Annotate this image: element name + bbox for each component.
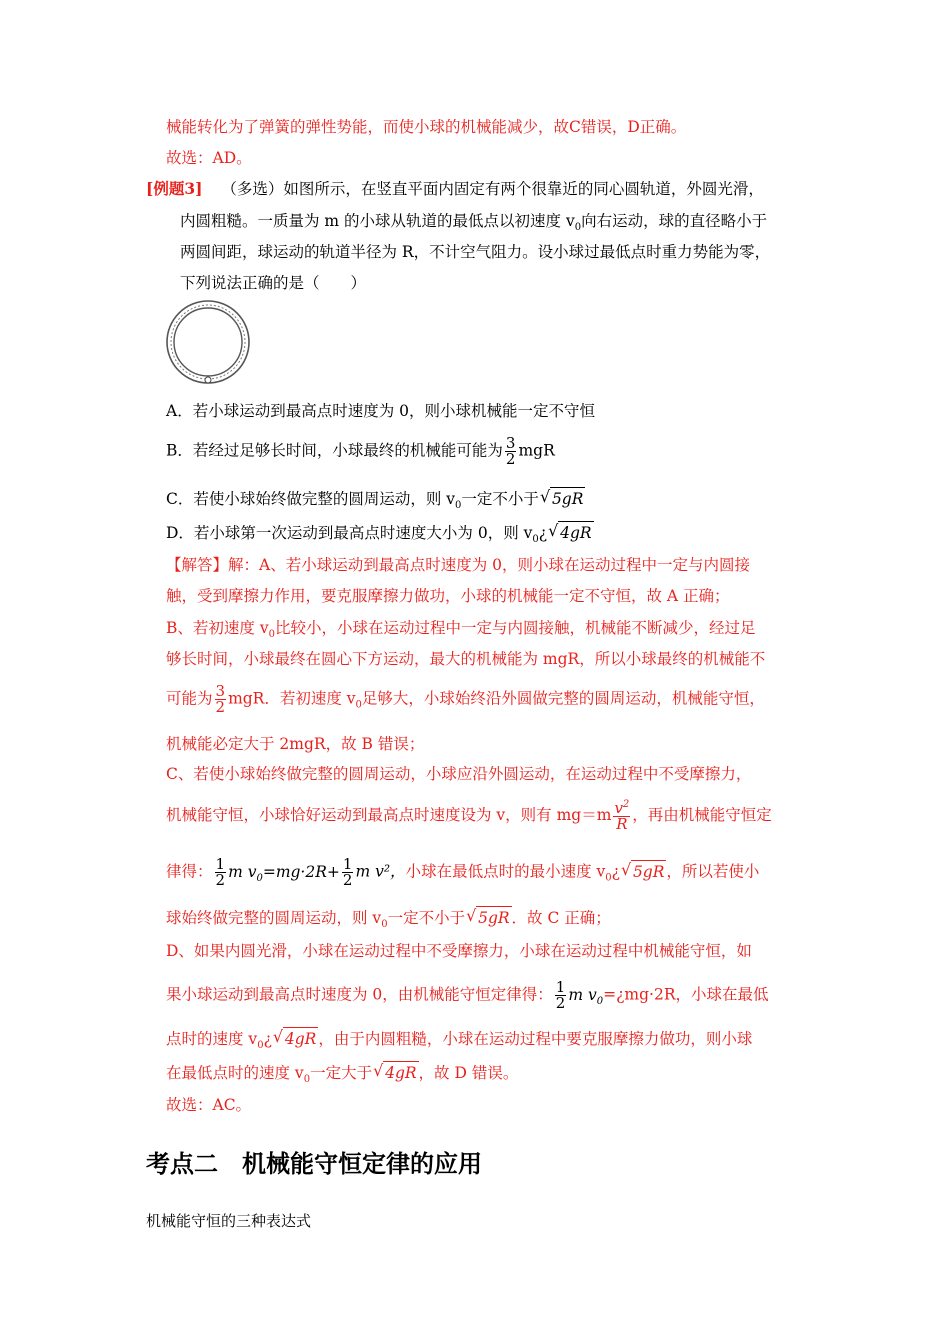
question-text: 内圆粗糙。一质量为 m 的小球从轨道的最低点以初速度 $v_0$向右运动，球的直径略小于 [180, 212, 768, 234]
fraction: $\frac{v^2}{R}$ [614, 799, 630, 833]
fraction: $\frac{3}{2}$ [215, 682, 226, 716]
solution-line: 果小球运动到最高点时速度为 0，由机械能守恒定律得： $\frac{1}{2}$ m $v_0=¿mg\cdot 2R$，小球在最低 [166, 978, 769, 1012]
solution-line: 可能为 $\frac{3}{2}$ mgR．若初速度 $v_0$足够大，小球始终沿外圆做完整的圆周运动，机械能守恒， [166, 682, 765, 716]
solution-line: 机械能守恒，小球恰好运动到最高点时速度设为 v，则有 mg＝m $\frac{v^2}{R}$ ，再由机械能守恒定 [166, 799, 772, 833]
question-text: 下列说法正确的是（ ） [180, 274, 367, 292]
text-line: 械能转化为了弹簧的弹性势能，而使小球的机械能减少，故C错误，D正确。 [166, 118, 687, 136]
question-text: 两圆间距，球运动的轨道半径为 R，不计空气阻力。设小球过最低点时重力势能为零， [180, 243, 771, 261]
solution-line: B、若初速度 $v_0$比较小，小球在运动过程中一定与内圆接触，机械能不断减少，经过足 [166, 619, 756, 641]
solution-line: D、如果内圆光滑，小球在运动过程中不受摩擦力，小球在运动过程中机械能守恒，如 [166, 942, 752, 960]
sqrt-expr: √ 5gR [467, 906, 511, 929]
sqrt-expr: √ 4gR [274, 1027, 318, 1050]
fraction: $\frac{3}{2}$ [505, 434, 516, 468]
option-b: B．若经过足够长时间，小球最终的机械能可能为 $\frac{3}{2}$ mgR [166, 434, 555, 468]
option-c: C．若使小球始终做完整的圆周运动，则 $v_0$一定不小于√ 5gR [166, 487, 585, 517]
text-line: 故选：AD。 [166, 149, 252, 167]
subheading: 机械能守恒的三种表达式 [146, 1212, 312, 1230]
fraction: $\frac{1}{2}$ [215, 855, 226, 889]
solution-line: 球始终做完整的圆周运动，则 $v_0$一定不小于√ 5gR ．故 C 正确； [166, 906, 611, 936]
option-d: D．若小球第一次运动到最高点时速度大小为 0，则 $v_0¿√$ 4gR [166, 521, 594, 551]
solution-line: 在最低点时的速度 $v_0$一定大于√ 4gR ，故 D 错误。 [166, 1061, 518, 1091]
solution-line: C、若使小球始终做完整的圆周运动，小球应沿外圆运动，在运动过程中不受摩擦力， [166, 765, 752, 783]
solution-line: 故选：AC。 [166, 1096, 252, 1114]
option-a: A．若小球运动到最高点时速度为 0，则小球机械能一定不守恒 [166, 402, 595, 420]
solution-line: 律得： $\frac{1}{2}$ m $v_0=mg\cdot 2R+$ $\frac{1}{2}$ m v²，小球在最低点时的最小速度 $v_0¿√$ 5gR ，所以若使小 [166, 857, 759, 890]
solution-line: 点时的速度 $v_0¿√$ 4gR ，由于内圆粗糙，小球在运动过程中要克服摩擦力做功，则小球 [166, 1027, 752, 1057]
sqrt-expr: √ 5gR [622, 860, 666, 883]
solution-line: 【解答】解：A、若小球运动到最高点时速度为 0，则小球在运动过程中一定与内圆接 [166, 556, 750, 574]
sqrt-expr: √ 4gR [549, 521, 593, 544]
example-header [146, 178, 764, 200]
solution-line: 触，受到摩擦力作用，要克服摩擦力做功，小球的机械能一定不守恒，故 A 正确； [166, 587, 730, 605]
question-text: （多选）如图所示，在竖直平面内固定有两个很靠近的同心圆轨道，外圆光滑， [221, 180, 764, 198]
example-tag: [例题3] [146, 179, 203, 198]
sqrt-expr: √ 5gR [541, 487, 585, 510]
concentric-track-figure [164, 298, 252, 388]
fraction: $\frac{1}{2}$ [555, 978, 566, 1012]
fraction: $\frac{1}{2}$ [342, 855, 353, 889]
section-heading: 考点二 机械能守恒定律的应用 [146, 1150, 482, 1178]
sqrt-expr: √ 4gR [374, 1061, 418, 1084]
solution-line: 够长时间，小球最终在圆心下方运动，最大的机械能为 mgR，所以小球最终的机械能不 [166, 650, 766, 668]
solution-line: 机械能必定大于 2mgR，故 B 错误； [166, 735, 425, 753]
